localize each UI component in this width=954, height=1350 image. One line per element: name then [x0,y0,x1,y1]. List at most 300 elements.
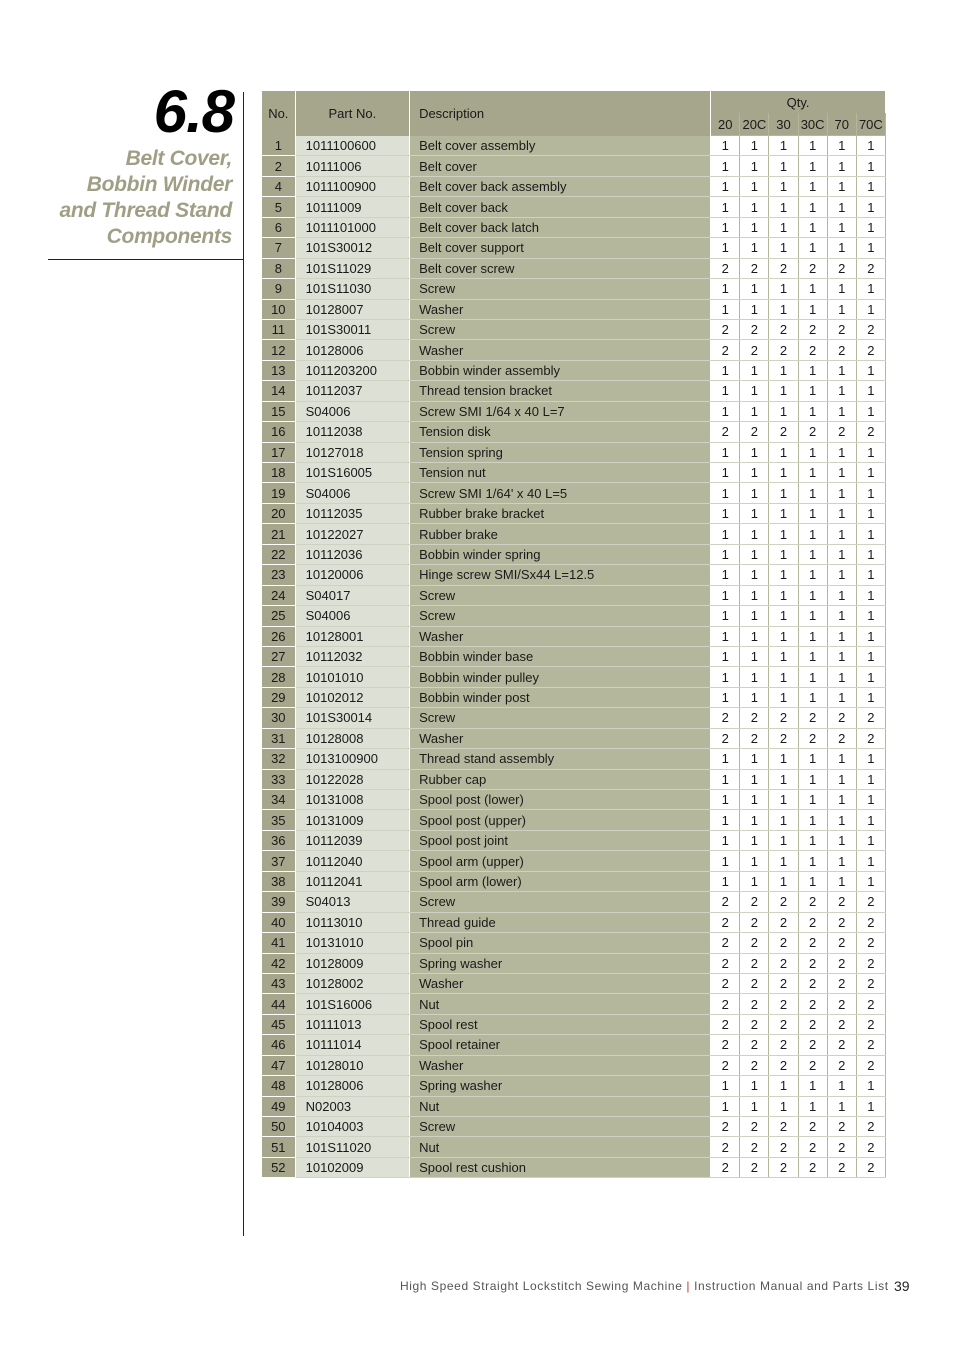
quantity: 1 [711,238,740,258]
quantity: 2 [740,994,769,1014]
quantity: 2 [769,1014,798,1034]
quantity: 2 [856,994,885,1014]
quantity: 1 [740,626,769,646]
quantity: 2 [827,319,856,339]
quantity: 1 [711,156,740,176]
table-row [262,1096,886,1116]
quantity: 1 [769,176,798,196]
quantity: 2 [740,258,769,278]
quantity: 2 [769,912,798,932]
part-number: S04013 [295,892,409,912]
quantity: 2 [827,1137,856,1157]
quantity: 1 [740,790,769,810]
quantity: 1 [769,279,798,299]
quantity: 1 [798,646,827,666]
quantity: 2 [798,319,827,339]
part-number: 10131008 [295,790,409,810]
quantity: 1 [798,401,827,421]
quantity: 2 [856,892,885,912]
quantity: 1 [769,871,798,891]
quantity: 1 [740,442,769,462]
quantity: 2 [769,994,798,1014]
quantity: 2 [769,953,798,973]
part-number: 10102009 [295,1157,409,1177]
quantity: 2 [798,422,827,442]
quantity: 2 [711,1035,740,1055]
part-number: 10112032 [295,646,409,666]
part-number: 1011100600 [295,136,409,156]
quantity: 1 [827,565,856,585]
quantity: 2 [798,340,827,360]
quantity: 1 [798,606,827,626]
quantity: 1 [769,851,798,871]
quantity: 1 [769,360,798,380]
table-row [262,1117,886,1137]
quantity: 1 [740,483,769,503]
part-number: 101S30014 [295,708,409,728]
quantity: 2 [711,422,740,442]
quantity: 1 [769,810,798,830]
description: Hinge screw SMI/Sx44 L=12.5 [410,565,711,585]
quantity: 1 [798,1076,827,1096]
description: Washer [410,1055,711,1075]
part-number: 10128001 [295,626,409,646]
quantity: 2 [769,933,798,953]
item-number: 33 [262,769,295,789]
quantity: 1 [711,687,740,707]
part-number: 10128006 [295,340,409,360]
quantity: 2 [827,708,856,728]
quantity: 1 [769,463,798,483]
description: Thread tension bracket [410,381,711,401]
quantity: 1 [769,299,798,319]
quantity: 2 [740,933,769,953]
item-number: 28 [262,667,295,687]
quantity: 2 [740,340,769,360]
quantity: 1 [740,749,769,769]
part-number: 10112040 [295,851,409,871]
quantity: 1 [856,299,885,319]
part-number: 10128002 [295,973,409,993]
description: Spool arm (upper) [410,851,711,871]
quantity: 2 [856,933,885,953]
quantity: 2 [798,892,827,912]
part-number: 10128008 [295,728,409,748]
quantity: 1 [740,238,769,258]
quantity: 2 [827,422,856,442]
quantity: 2 [740,1014,769,1034]
quantity: 1 [856,851,885,871]
item-number: 7 [262,238,295,258]
quantity: 1 [798,136,827,156]
description: Belt cover back [410,197,711,217]
quantity: 2 [856,340,885,360]
part-number: 10128010 [295,1055,409,1075]
table-row [262,749,886,769]
part-number: S04006 [295,483,409,503]
quantity: 1 [827,463,856,483]
item-number: 46 [262,1035,295,1055]
table-row [262,810,886,830]
quantity: 1 [856,156,885,176]
part-number: 10120006 [295,565,409,585]
item-number: 48 [262,1076,295,1096]
item-number: 4 [262,176,295,196]
item-number: 45 [262,1014,295,1034]
quantity: 2 [798,1117,827,1137]
quantity: 1 [711,279,740,299]
part-number: 10111009 [295,197,409,217]
quantity: 1 [711,1076,740,1096]
quantity: 1 [740,176,769,196]
quantity: 1 [798,585,827,605]
table-row [262,299,886,319]
table-row [262,667,886,687]
description: Screw SMI 1/64' x 40 L=5 [410,483,711,503]
quantity: 2 [798,258,827,278]
quantity: 1 [769,544,798,564]
quantity: 1 [856,810,885,830]
table-row [262,340,886,360]
description: Belt cover [410,156,711,176]
header-qty: Qty. [711,91,886,113]
quantity: 1 [769,524,798,544]
table-row [262,156,886,176]
item-number: 27 [262,646,295,666]
table-row [262,708,886,728]
item-number: 23 [262,565,295,585]
quantity: 1 [856,626,885,646]
quantity: 2 [856,728,885,748]
part-number: 101S11020 [295,1137,409,1157]
table-row [262,176,886,196]
table-row [262,258,886,278]
description: Spool post (upper) [410,810,711,830]
quantity: 1 [856,1096,885,1116]
description: Spool rest cushion [410,1157,711,1177]
quantity: 1 [827,606,856,626]
quantity: 1 [798,851,827,871]
quantity: 1 [798,503,827,523]
quantity: 1 [827,217,856,237]
quantity: 1 [798,238,827,258]
quantity: 1 [740,299,769,319]
quantity: 1 [711,565,740,585]
quantity: 1 [827,279,856,299]
quantity: 2 [856,319,885,339]
item-number: 49 [262,1096,295,1116]
quantity: 1 [827,238,856,258]
quantity: 1 [769,585,798,605]
quantity: 2 [711,892,740,912]
quantity: 2 [856,1035,885,1055]
part-number: S04017 [295,585,409,605]
table-row [262,953,886,973]
quantity: 1 [827,197,856,217]
description: Belt cover back latch [410,217,711,237]
quantity: 2 [740,1055,769,1075]
quantity: 1 [740,667,769,687]
description: Bobbin winder base [410,646,711,666]
quantity: 2 [827,912,856,932]
quantity: 2 [798,994,827,1014]
quantity: 2 [711,1117,740,1137]
table-row [262,483,886,503]
quantity: 2 [827,258,856,278]
description: Screw [410,708,711,728]
model-header: 30 [769,113,798,136]
part-number: 1011100900 [295,176,409,196]
quantity: 1 [827,401,856,421]
description: Bobbin winder post [410,687,711,707]
item-number: 44 [262,994,295,1014]
quantity: 1 [827,646,856,666]
quantity: 1 [827,299,856,319]
quantity: 1 [798,769,827,789]
part-number: 10112038 [295,422,409,442]
description: Belt cover screw [410,258,711,278]
quantity: 1 [856,524,885,544]
description: Screw [410,1117,711,1137]
item-number: 26 [262,626,295,646]
description: Thread stand assembly [410,749,711,769]
quantity: 1 [856,442,885,462]
quantity: 1 [798,176,827,196]
quantity: 2 [769,1055,798,1075]
quantity: 1 [827,503,856,523]
table-row [262,892,886,912]
item-number: 5 [262,197,295,217]
description: Nut [410,1137,711,1157]
description: Washer [410,340,711,360]
part-number: S04006 [295,401,409,421]
header-description: Description [410,91,711,136]
item-number: 12 [262,340,295,360]
part-number: 10128006 [295,1076,409,1096]
quantity: 1 [711,176,740,196]
quantity: 2 [740,1035,769,1055]
part-number: 10111014 [295,1035,409,1055]
quantity: 1 [856,769,885,789]
item-number: 35 [262,810,295,830]
table-row [262,524,886,544]
table-row [262,1137,886,1157]
quantity: 1 [711,381,740,401]
table-row [262,1014,886,1034]
quantity: 2 [798,1055,827,1075]
quantity: 1 [711,442,740,462]
quantity: 2 [769,340,798,360]
quantity: 2 [856,953,885,973]
quantity: 2 [740,1137,769,1157]
item-number: 10 [262,299,295,319]
quantity: 2 [798,912,827,932]
item-number: 40 [262,912,295,932]
quantity: 1 [711,524,740,544]
item-number: 17 [262,442,295,462]
item-number: 50 [262,1117,295,1137]
table-row [262,381,886,401]
quantity: 1 [769,790,798,810]
part-number: 10113010 [295,912,409,932]
quantity: 2 [856,258,885,278]
quantity: 1 [798,687,827,707]
quantity: 1 [856,176,885,196]
table-row [262,565,886,585]
quantity: 2 [769,258,798,278]
quantity: 1 [769,626,798,646]
quantity: 2 [711,708,740,728]
header-part-no: Part No. [295,91,409,136]
quantity: 1 [740,197,769,217]
quantity: 1 [711,401,740,421]
quantity: 1 [740,401,769,421]
quantity: 2 [711,973,740,993]
quantity: 2 [711,933,740,953]
item-number: 34 [262,790,295,810]
quantity: 1 [827,667,856,687]
quantity: 1 [827,360,856,380]
quantity: 1 [769,156,798,176]
description: Screw [410,319,711,339]
quantity: 1 [856,585,885,605]
item-number: 30 [262,708,295,728]
item-number: 25 [262,606,295,626]
quantity: 2 [740,422,769,442]
quantity: 2 [827,728,856,748]
quantity: 2 [827,340,856,360]
quantity: 2 [711,1055,740,1075]
quantity: 2 [711,912,740,932]
quantity: 2 [798,1157,827,1177]
quantity: 1 [740,810,769,830]
quantity: 1 [856,360,885,380]
quantity: 1 [711,299,740,319]
part-number: 10131009 [295,810,409,830]
description: Spool retainer [410,1035,711,1055]
quantity: 2 [769,319,798,339]
quantity: 1 [740,565,769,585]
quantity: 1 [769,238,798,258]
table-row [262,728,886,748]
part-number: 10112039 [295,830,409,850]
quantity: 2 [740,319,769,339]
quantity: 1 [856,790,885,810]
quantity: 1 [711,1096,740,1116]
quantity: 1 [711,585,740,605]
quantity: 1 [711,769,740,789]
part-number: 101S16006 [295,994,409,1014]
table-row [262,319,886,339]
quantity: 1 [740,544,769,564]
quantity: 1 [740,1096,769,1116]
quantity: 1 [769,136,798,156]
quantity: 1 [798,667,827,687]
part-number: 10101010 [295,667,409,687]
quantity: 1 [827,176,856,196]
quantity: 1 [798,381,827,401]
table-row [262,994,886,1014]
item-number: 38 [262,871,295,891]
part-number: 101S11030 [295,279,409,299]
vertical-rule [243,92,244,1236]
part-number: 10111006 [295,156,409,176]
quantity: 2 [740,912,769,932]
quantity: 1 [856,667,885,687]
quantity: 1 [711,667,740,687]
quantity: 2 [827,973,856,993]
quantity: 2 [769,973,798,993]
quantity: 1 [856,646,885,666]
model-header: 70C [856,113,885,136]
quantity: 1 [827,585,856,605]
quantity: 1 [798,279,827,299]
footer-title: High Speed Straight Lockstitch Sewing Machine [400,1279,683,1293]
quantity: 2 [740,1117,769,1137]
description: Belt cover back assembly [410,176,711,196]
part-number: 10112041 [295,871,409,891]
quantity: 1 [711,544,740,564]
quantity: 1 [711,626,740,646]
quantity: 2 [856,1055,885,1075]
quantity: 1 [798,544,827,564]
table-row [262,585,886,605]
quantity: 1 [740,871,769,891]
table-row [262,360,886,380]
quantity: 1 [856,483,885,503]
quantity: 1 [740,381,769,401]
item-number: 52 [262,1157,295,1177]
quantity: 1 [711,136,740,156]
page-number: 39 [894,1278,910,1294]
quantity: 1 [827,442,856,462]
quantity: 1 [740,585,769,605]
table-row [262,933,886,953]
description: Washer [410,728,711,748]
quantity: 1 [856,381,885,401]
title-rule [48,259,244,260]
description: Spring washer [410,953,711,973]
quantity: 2 [827,1035,856,1055]
quantity: 1 [769,565,798,585]
quantity: 1 [769,401,798,421]
quantity: 2 [769,892,798,912]
quantity: 1 [740,1076,769,1096]
quantity: 2 [769,1117,798,1137]
table-row [262,1055,886,1075]
item-number: 1 [262,136,295,156]
table-row [262,197,886,217]
table-row [262,279,886,299]
part-number: 10102012 [295,687,409,707]
quantity: 1 [856,565,885,585]
table-row [262,217,886,237]
quantity: 1 [769,749,798,769]
quantity: 2 [856,1137,885,1157]
quantity: 1 [711,463,740,483]
quantity: 2 [856,1157,885,1177]
table-row [262,1076,886,1096]
table-row [262,790,886,810]
quantity: 2 [769,422,798,442]
quantity: 1 [798,524,827,544]
quantity: 1 [769,646,798,666]
quantity: 2 [856,422,885,442]
quantity: 2 [740,708,769,728]
part-number: 101S30011 [295,319,409,339]
quantity: 1 [856,871,885,891]
quantity: 1 [827,830,856,850]
